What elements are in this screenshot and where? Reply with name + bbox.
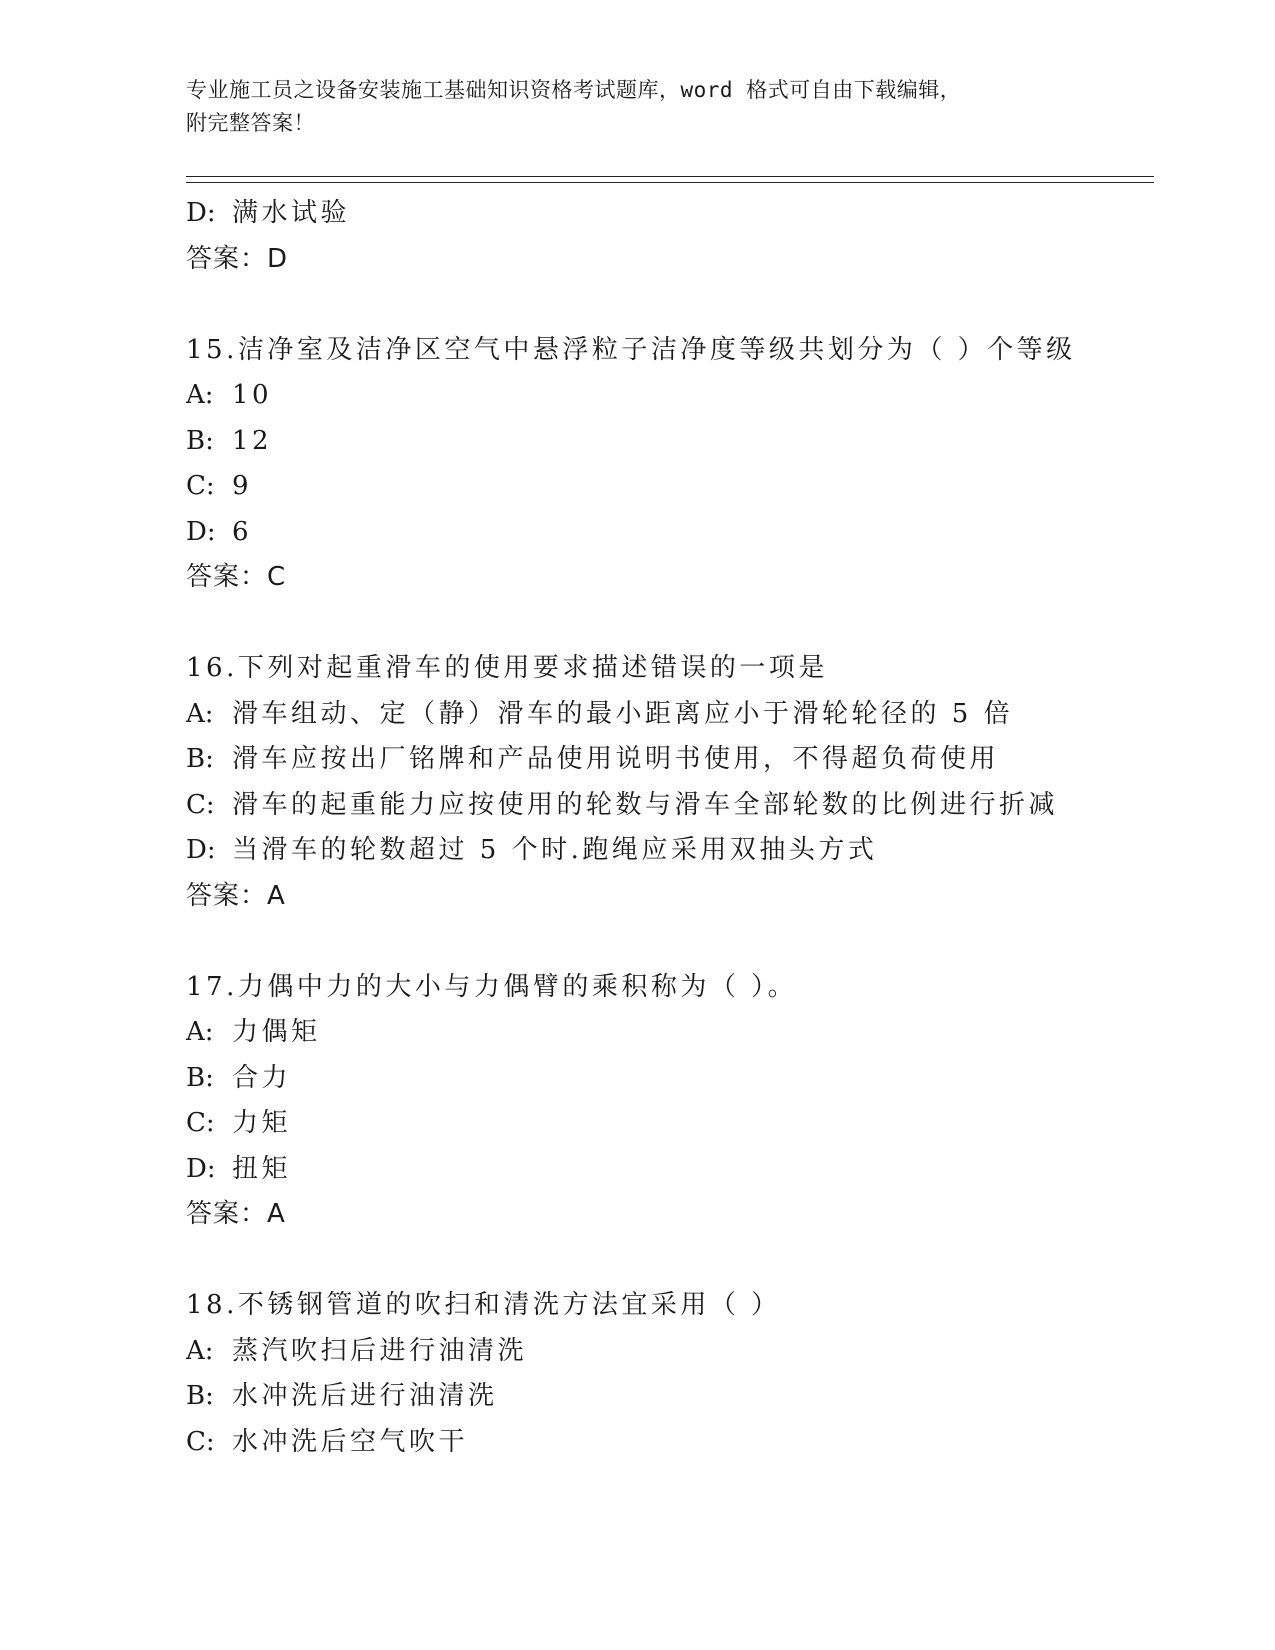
- question-stem: 17.力偶中力的大小与力偶臂的乘积称为（ ）。: [186, 971, 798, 1002]
- option-label: B:: [186, 744, 214, 774]
- question-17: [186, 965, 1146, 1238]
- option-text: 滑车应按出厂铭牌和产品使用说明书使用，不得超负荷使用: [232, 744, 1000, 774]
- option-label: B:: [186, 425, 214, 456]
- option-d: [186, 1147, 1146, 1193]
- option-text: 9: [232, 471, 253, 501]
- option-text: 蒸汽吹扫后进行油清洗: [232, 1335, 528, 1366]
- option-text: 6: [232, 516, 253, 547]
- question-18: [186, 1283, 1146, 1465]
- question-15: [186, 328, 1146, 601]
- answer-line: 答案：A: [186, 1199, 286, 1229]
- option-text: 满水试验: [232, 198, 351, 228]
- option-label: D:: [186, 516, 216, 547]
- option-label: A:: [186, 1335, 214, 1366]
- option-label: C:: [186, 1426, 215, 1457]
- option-text: 扭矩: [232, 1153, 292, 1184]
- header-line-1: 专业施工员之设备安装施工基础知识资格考试题库，word 格式可自由下载编辑，: [186, 78, 962, 102]
- option-c: [186, 1101, 1146, 1147]
- option-b: [186, 419, 1146, 465]
- option-a: [186, 1329, 1146, 1375]
- spacer: [186, 919, 1146, 965]
- question-stem: 18.不锈钢管道的吹扫和清洗方法宜采用（ ）: [186, 1290, 781, 1320]
- spacer: [186, 601, 1146, 647]
- option-text: 水冲洗后进行油清洗: [232, 1381, 498, 1411]
- option-label: A:: [186, 698, 214, 729]
- header-line-2: 附完整答案！: [186, 111, 315, 135]
- answer-line: 答案：D: [186, 243, 289, 274]
- option-d: [186, 191, 1146, 237]
- question-stem: 16.下列对起重滑车的使用要求描述错误的一项是: [186, 653, 828, 683]
- question-list: [186, 191, 1146, 1465]
- answer-line: 答案：C: [186, 562, 287, 592]
- option-label: B:: [186, 1062, 214, 1093]
- option-label: D:: [186, 835, 216, 865]
- header-divider-bottom: [186, 182, 1154, 183]
- option-d: [186, 828, 1146, 874]
- answer-line: 答案：A: [186, 880, 286, 911]
- spacer: [186, 282, 1146, 328]
- option-c: [186, 464, 1146, 510]
- option-label: C:: [186, 471, 215, 501]
- option-text: 力矩: [232, 1108, 292, 1138]
- option-label: D:: [186, 1153, 216, 1184]
- option-c: [186, 783, 1146, 829]
- option-d: [186, 510, 1146, 556]
- option-b: [186, 1056, 1146, 1102]
- option-a: [186, 1010, 1146, 1056]
- spacer: [186, 1238, 1146, 1284]
- option-label: B:: [186, 1381, 214, 1411]
- option-label: C:: [186, 1108, 215, 1138]
- option-text: 水冲洗后空气吹干: [232, 1426, 469, 1457]
- option-text: 当滑车的轮数超过 5 个时.跑绳应采用双抽头方式: [232, 835, 878, 865]
- question-16: [186, 646, 1146, 919]
- option-text: 力偶矩: [232, 1017, 321, 1047]
- option-c: [186, 1420, 1146, 1466]
- option-text: 10: [232, 380, 273, 410]
- option-text: 合力: [232, 1062, 292, 1093]
- option-b: [186, 737, 1146, 783]
- option-label: C:: [186, 789, 215, 820]
- option-a: [186, 692, 1146, 738]
- option-text: 12: [232, 425, 273, 456]
- page-header: [186, 74, 1066, 140]
- option-label: A:: [186, 380, 214, 410]
- question-stem: 15.洁净室及洁净区空气中悬浮粒子洁净度等级共划分为（ ）个等级: [186, 334, 1076, 365]
- option-a: [186, 373, 1146, 419]
- option-label: A:: [186, 1017, 214, 1047]
- option-b: [186, 1374, 1146, 1420]
- option-text: 滑车的起重能力应按使用的轮数与滑车全部轮数的比例进行折减: [232, 789, 1059, 820]
- header-divider-top: [186, 176, 1154, 177]
- option-text: 滑车组动、定（静）滑车的最小距离应小于滑轮轮径的 5 倍: [232, 698, 1014, 729]
- option-label: D:: [186, 198, 216, 228]
